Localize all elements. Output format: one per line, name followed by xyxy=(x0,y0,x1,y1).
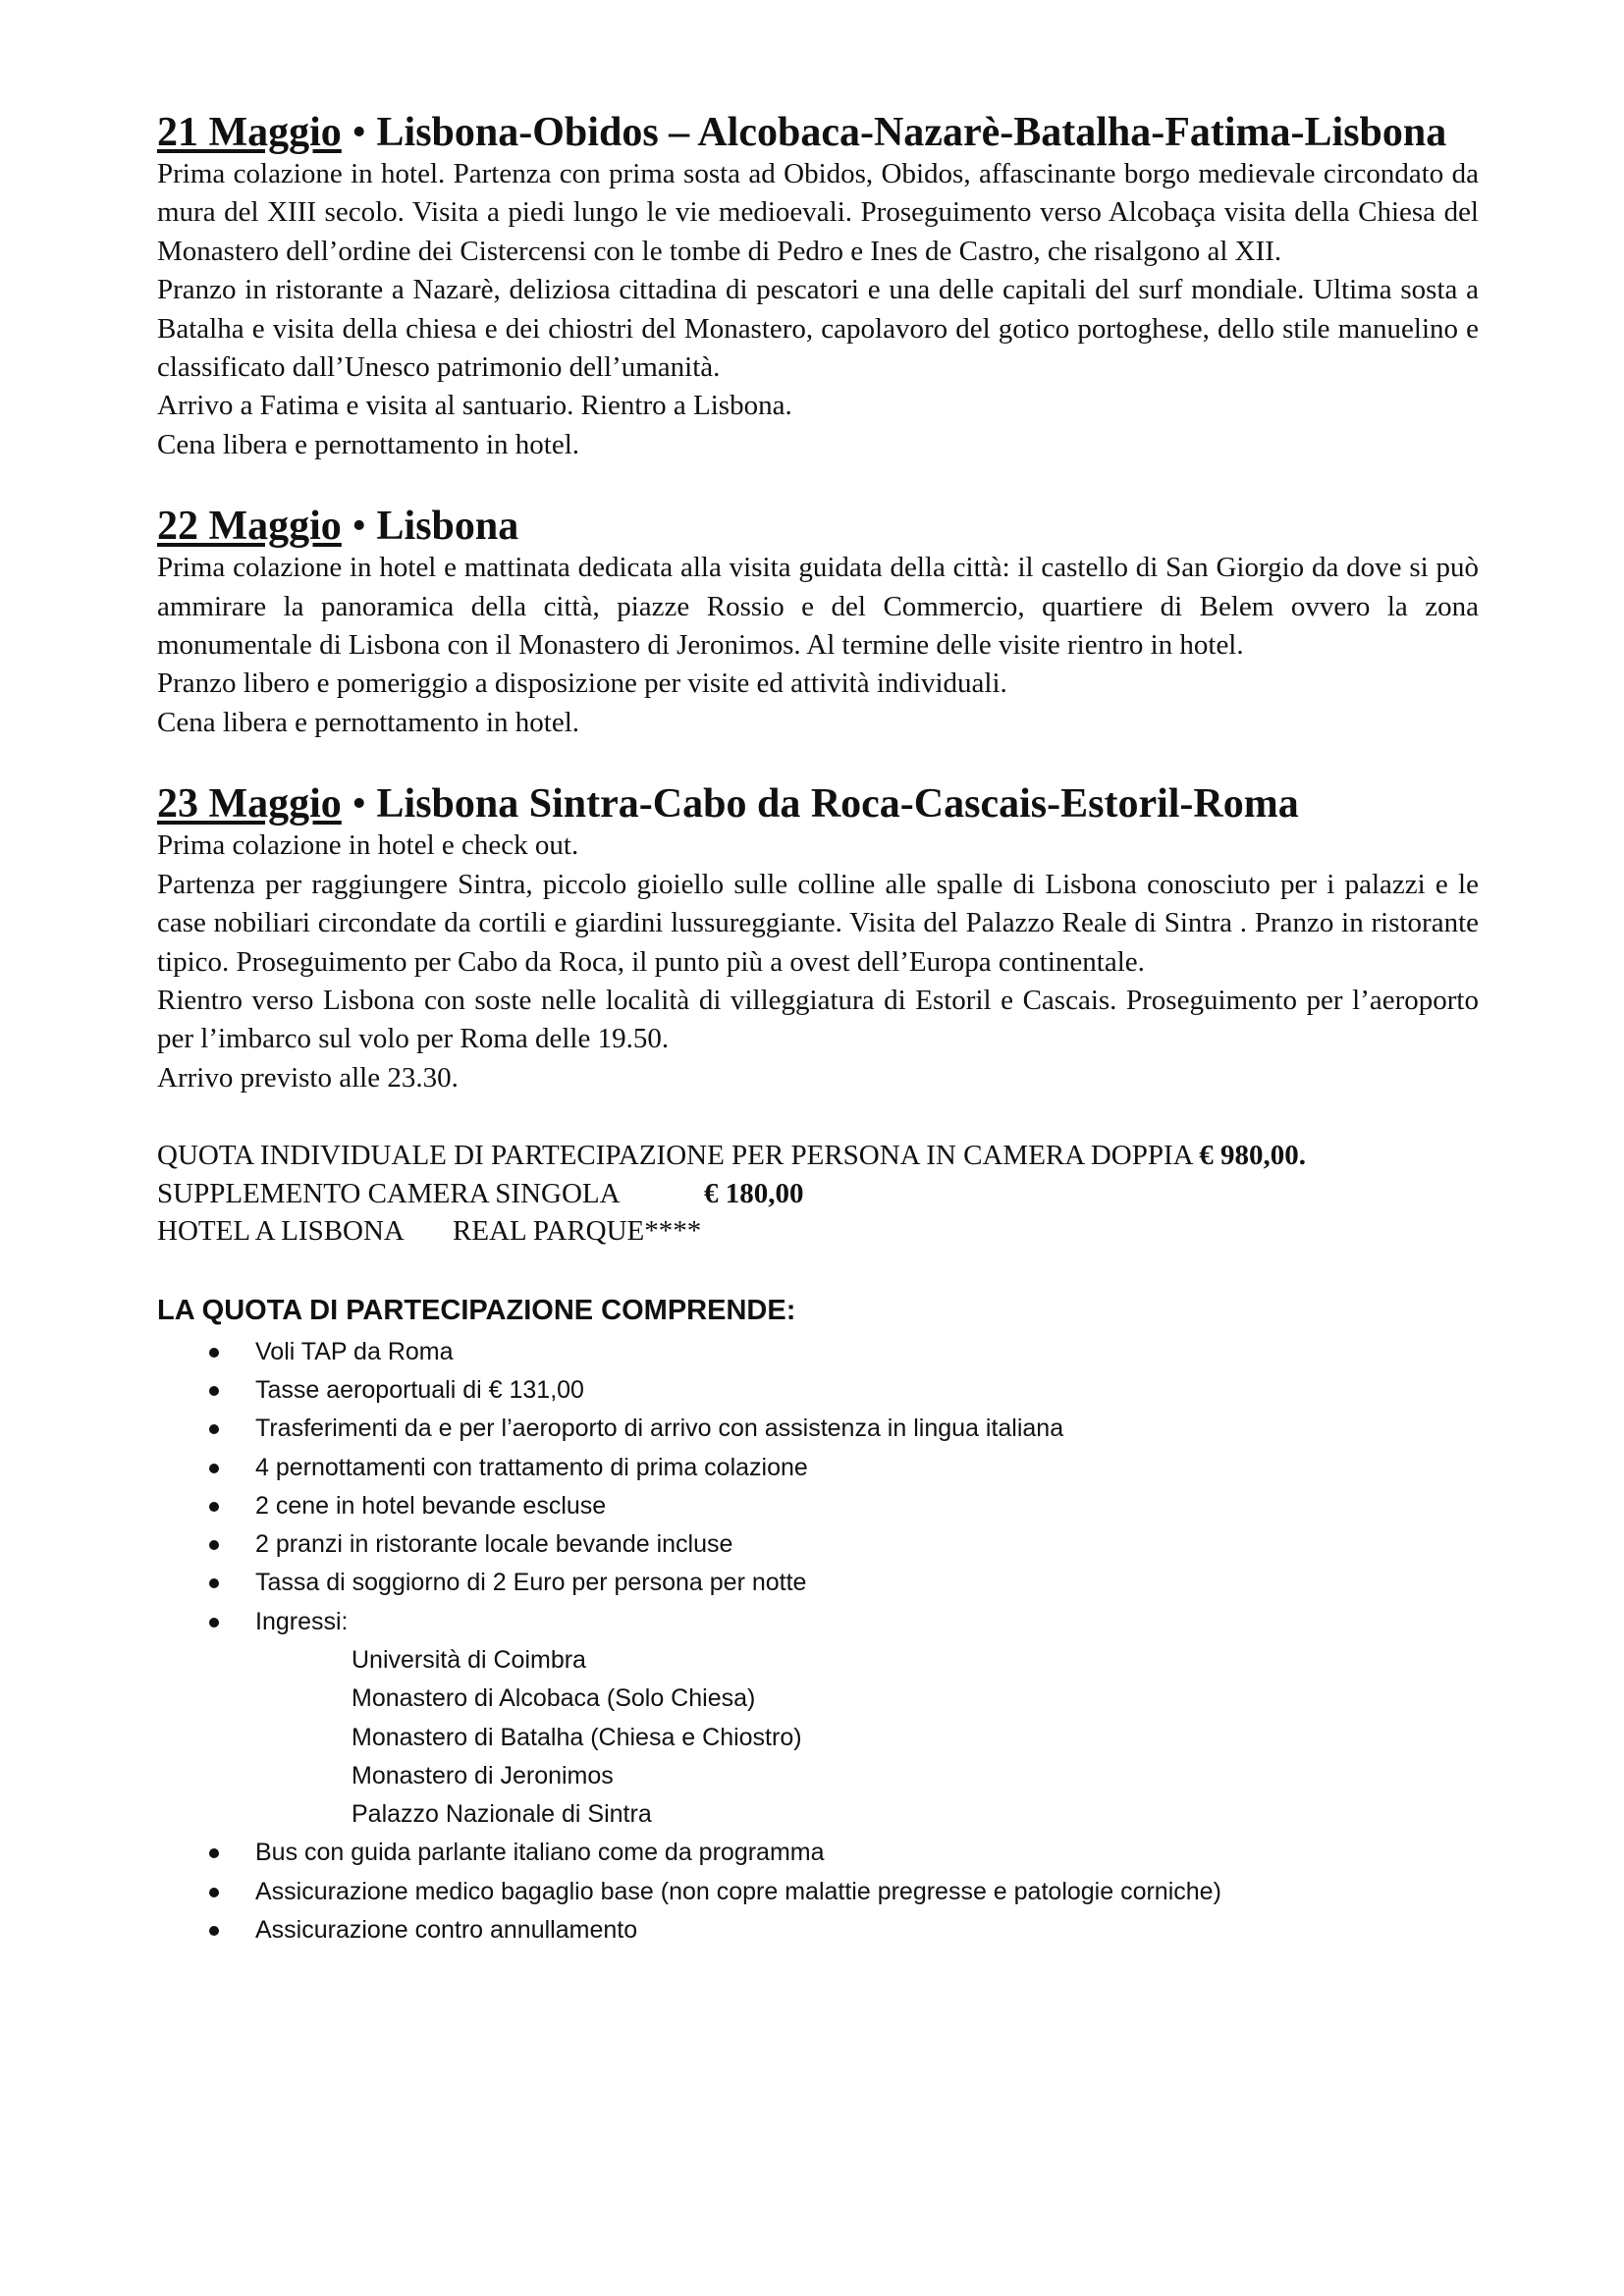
price-amount: € 180,00 xyxy=(703,1177,804,1209)
list-item-text: Voli TAP da Roma xyxy=(255,1337,454,1365)
price-section xyxy=(157,1137,1479,1251)
ingressi-list xyxy=(157,1641,1479,1834)
price-label: SUPPLEMENTO CAMERA SINGOLA xyxy=(157,1177,704,1209)
list-item-text: Assicurazione contro annullamento xyxy=(255,1916,638,1945)
list-item xyxy=(157,1525,1479,1564)
list-item xyxy=(157,1834,1479,1872)
day-paragraph: Prima colazione in hotel e mattinata dedicata alla visita guidata della città: il castello di San Giorgio da dove si può ammirare la panoramica della città, piazze Rossio e del Commercio, quartiere di Belem ovvero la zona monumentale di Lisbona con il Monastero di Jeronimos. Al termine delle visite rientro in hotel. xyxy=(157,552,1479,662)
day-description xyxy=(157,155,1479,464)
day-section-23-maggio xyxy=(157,781,1479,1097)
ingressi-item: Università di Coimbra xyxy=(352,1646,586,1674)
bullet-icon xyxy=(209,1502,219,1512)
list-item xyxy=(157,1564,1479,1602)
day-title: Lisbona-Obidos – Alcobaca-Nazarè-Batalha-Fatima-Lisbona xyxy=(376,110,1447,155)
day-section-21-maggio xyxy=(157,110,1479,464)
ingressi-item: Monastero di Batalha (Chiesa e Chiostro) xyxy=(352,1723,802,1751)
day-paragraph: Cena libera e pernottamento in hotel. xyxy=(157,706,580,738)
day-paragraph: Pranzo libero e pomeriggio a disposizione per visite ed attività individuali. xyxy=(157,667,1007,700)
bullet-icon xyxy=(209,1848,219,1858)
day-paragraph: Rientro verso Lisbona con soste nelle località di villeggiatura di Estoril e Cascais. Proseguimento per l’aeroporto per l’imbarco sul volo per Roma delle 19.50. xyxy=(157,984,1479,1055)
list-item-text: 2 cene in hotel bevande escluse xyxy=(255,1491,607,1520)
price-amount: € 980,00. xyxy=(1199,1140,1306,1172)
day-title: Lisbona Sintra-Cabo da Roca-Cascais-Estoril-Roma xyxy=(376,781,1299,828)
list-item xyxy=(157,1449,1479,1487)
list-item-text: Ingressi: xyxy=(255,1607,349,1635)
list-item xyxy=(157,1603,1479,1835)
day-section-22-maggio xyxy=(157,504,1479,742)
list-item-text: 2 pranzi in ristorante locale bevande incluse xyxy=(255,1530,733,1559)
bullet-icon xyxy=(209,1464,219,1473)
bullet-icon xyxy=(209,1926,219,1936)
price-single-supplement xyxy=(157,1175,1479,1213)
list-item-text: Bus con guida parlante italiano come da programma xyxy=(255,1839,825,1867)
bullet-separator: • xyxy=(352,504,367,550)
day-title: Lisbona xyxy=(376,504,519,550)
bullet-icon xyxy=(209,1888,219,1897)
day-date: 23 Maggio xyxy=(157,781,342,828)
bullet-separator: • xyxy=(352,110,367,155)
list-item-text: Tasse aeroportuali di € 131,00 xyxy=(255,1375,584,1404)
day-paragraph: Arrivo a Fatima e visita al santuario. Rientro a Lisbona. xyxy=(157,390,792,422)
list-item xyxy=(157,1487,1479,1525)
bullet-icon xyxy=(209,1618,219,1628)
ingressi-item: Palazzo Nazionale di Sintra xyxy=(352,1800,652,1829)
price-double-room xyxy=(157,1137,1479,1175)
bullet-icon xyxy=(209,1540,219,1550)
day-date: 21 Maggio xyxy=(157,110,342,155)
day-paragraph: Partenza per raggiungere Sintra, piccolo gioiello sulle colline alle spalle di Lisbona conosciuto per i palazzi e le case nobiliari circondate da cortili e giardini lussureggiante. Visita del Palazzo Reale di Sintra . Pranzo in ristorante tipico. Proseguimento per Cabo da Roca, il punto più a ovest dell’Europa continentale. xyxy=(157,868,1479,978)
document-page xyxy=(157,110,1479,1949)
bullet-icon xyxy=(209,1578,219,1588)
list-item-text: Trasferimenti da e per l’aeroporto di arrivo con assistenza in lingua italiana xyxy=(255,1415,1064,1443)
includes-section xyxy=(157,1292,1479,1950)
day-paragraph: Pranzo in ristorante a Nazarè, deliziosa cittadina di pescatori e una delle capitali del surf mondiale. Ultima sosta a Batalha e visita della chiesa e dei chiostri del Monastero, capolavoro del gotico portoghese, dello stile manuelino e classificato dall’Unesco patrimonio dell’umanità. xyxy=(157,274,1479,384)
day-paragraph: Arrivo previsto alle 23.30. xyxy=(157,1061,459,1094)
price-label: QUOTA INDIVIDUALE DI PARTECIPAZIONE PER PERSONA IN CAMERA DOPPIA xyxy=(157,1140,1200,1172)
day-heading xyxy=(157,781,1479,827)
day-paragraph: Prima colazione in hotel. Partenza con prima sosta ad Obidos, Obidos, affascinante borgo medievale circondato da mura del XIII secolo. Visita a piedi lungo le vie medioevali. Proseguimento verso Alcobaça visita della Chiesa del Monastero dell’ordine dei Cistercensi con le tombe di Pedro e Ines de Castro, che risalgono al XII. xyxy=(157,158,1479,267)
bullet-icon xyxy=(209,1424,219,1434)
list-item-text: Assicurazione medico bagaglio base (non copre malattie pregresse e patologie corniche) xyxy=(255,1877,1221,1905)
day-heading xyxy=(157,504,1479,549)
hotel-line: HOTEL A LISBONA REAL PARQUE**** xyxy=(157,1215,702,1248)
day-description xyxy=(157,549,1479,742)
day-heading xyxy=(157,110,1479,155)
day-paragraph: Cena libera e pernottamento in hotel. xyxy=(157,428,580,460)
bullet-separator: • xyxy=(352,781,367,828)
day-description xyxy=(157,827,1479,1097)
includes-list xyxy=(157,1333,1479,1950)
list-item xyxy=(157,1333,1479,1371)
list-item xyxy=(157,1410,1479,1448)
list-item xyxy=(157,1371,1479,1410)
ingressi-item: Monastero di Jeronimos xyxy=(352,1761,614,1789)
day-paragraph: Prima colazione in hotel e check out. xyxy=(157,829,579,862)
day-date: 22 Maggio xyxy=(157,504,342,550)
bullet-icon xyxy=(209,1348,219,1358)
ingressi-item: Monastero di Alcobaca (Solo Chiesa) xyxy=(352,1684,756,1713)
includes-title: LA QUOTA DI PARTECIPAZIONE COMPRENDE: xyxy=(157,1294,796,1326)
list-item xyxy=(157,1911,1479,1949)
list-item xyxy=(157,1873,1479,1911)
list-item-text: 4 pernottamenti con trattamento di prima colazione xyxy=(255,1453,808,1481)
bullet-icon xyxy=(209,1386,219,1396)
list-item-text: Tassa di soggiorno di 2 Euro per persona per notte xyxy=(255,1569,807,1597)
